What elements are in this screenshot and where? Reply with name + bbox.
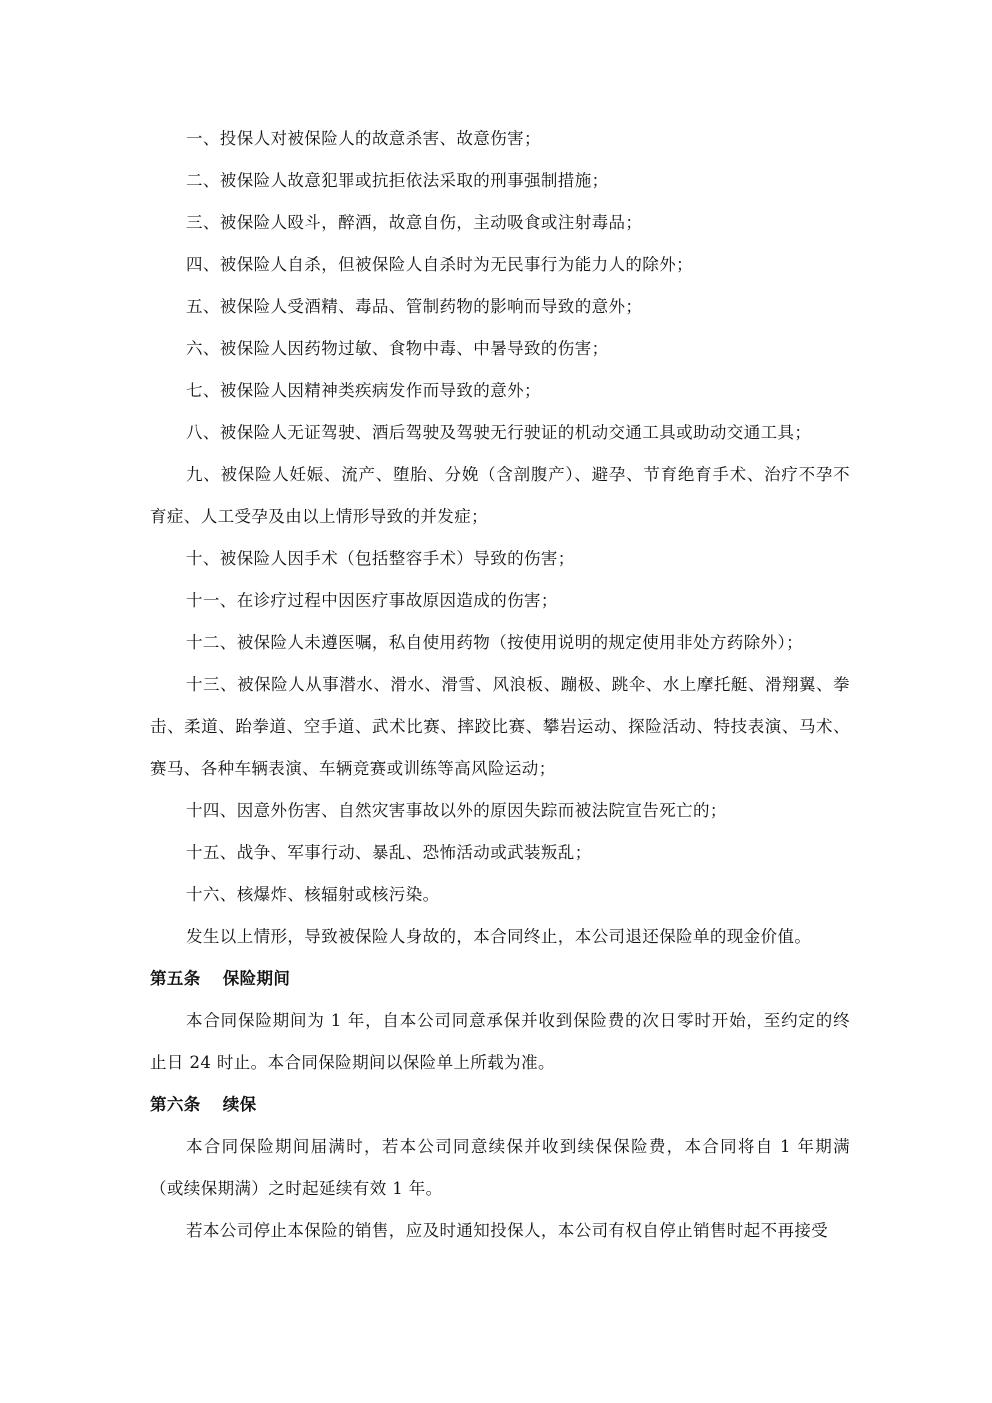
document-page [150,118,850,1252]
exclusion-item-9: 九、被保险人妊娠、流产、堕胎、分娩（含剖腹产）、避孕、节育绝育手术、治疗不孕不育症、人工受孕及由以上情形导致的并发症； [150,465,850,526]
article-6-title: 续保 [222,1095,257,1114]
exclusion-item-1: 一、投保人对被保险人的故意杀害、故意伤害； [186,129,541,148]
exclusion-item-14: 十四、因意外伤害、自然灾害事故以外的原因失踪而被法院宣告死亡的； [186,801,727,820]
exclusion-item-4: 四、被保险人自杀，但被保险人自杀时为无民事行为能力人的除外； [186,255,693,274]
article-5-number: 第五条 [150,969,201,988]
exclusion-item-2: 二、被保险人故意犯罪或抗拒依法采取的刑事强制措施； [186,171,609,190]
exclusion-item-13: 十三、被保险人从事潜水、滑水、滑雪、风浪板、蹦极、跳伞、水上摩托艇、滑翔翼、拳击、柔道、跆拳道、空手道、武术比赛、摔跤比赛、攀岩运动、探险活动、特技表演、马术、赛马、各种车辆表演、车辆竞赛或训练等高风险运动； [150,675,850,778]
exclusion-item-11: 十一、在诊疗过程中因医疗事故原因造成的伤害； [186,591,558,610]
exclusion-item-5: 五、被保险人受酒精、毒品、管制药物的影响而导致的意外； [186,297,643,316]
article-6-heading [150,1084,850,1126]
exclusion-item-12: 十二、被保险人未遵医嘱，私自使用药物（按使用说明的规定使用非处方药除外）； [186,633,804,652]
article-5-heading [150,958,850,1000]
exclusion-item-7: 七、被保险人因精神类疾病发作而导致的意外； [186,381,541,400]
exclusion-item-16: 十六、核爆炸、核辐射或核污染。 [186,885,440,904]
article-6-body-2: 若本公司停止本保险的销售，应及时通知投保人，本公司有权自停止销售时起不再接受 [186,1221,829,1240]
exclusion-item-3: 三、被保险人殴斗，醉酒，故意自伤，主动吸食或注射毒品； [186,213,643,232]
exclusion-item-8: 八、被保险人无证驾驶、酒后驾驶及驾驶无行驶证的机动交通工具或助动交通工具； [186,423,812,442]
exclusion-summary: 发生以上情形，导致被保险人身故的，本合同终止，本公司退还保险单的现金价值。 [186,927,812,946]
exclusion-item-15: 十五、战争、军事行动、暴乱、恐怖活动或武装叛乱； [186,843,592,862]
article-6-number: 第六条 [150,1095,201,1114]
exclusion-item-10: 十、被保险人因手术（包括整容手术）导致的伤害； [186,549,575,568]
article-6-body-1: 本合同保险期间届满时，若本公司同意续保并收到续保保险费，本合同将自 1 年期满（或续保期满）之时起延续有效 1 年。 [150,1137,850,1198]
article-5-body: 本合同保险期间为 1 年，自本公司同意承保并收到保险费的次日零时开始，至约定的终止日 24 时止。本合同保险期间以保险单上所载为准。 [150,1011,850,1072]
exclusion-item-6: 六、被保险人因药物过敏、食物中毒、中暑导致的伤害； [186,339,609,358]
article-5-title: 保险期间 [222,969,291,988]
